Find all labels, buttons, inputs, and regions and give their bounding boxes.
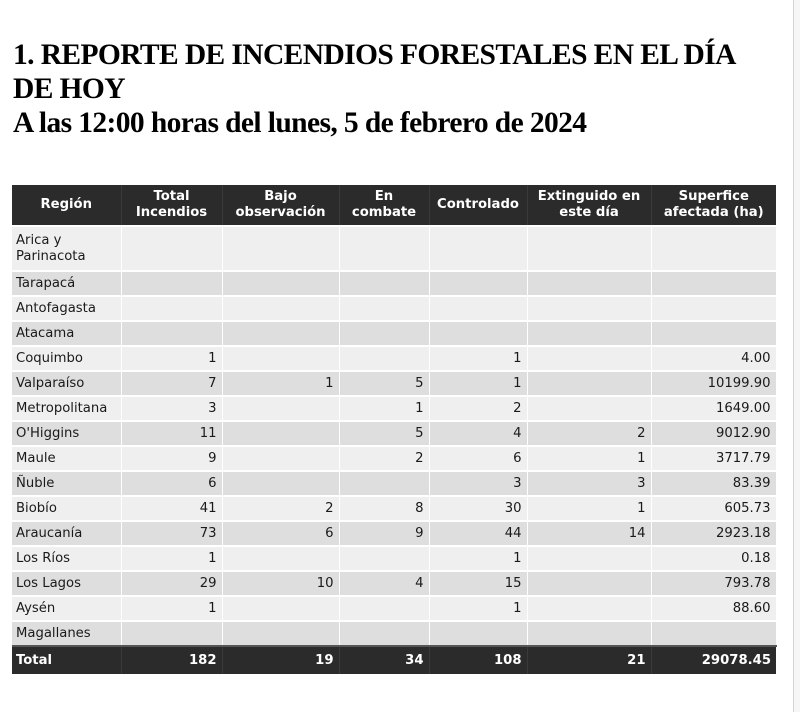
header-extinguido: Extinguido en este día — [527, 185, 651, 226]
cell-extinguido: 1 — [527, 446, 651, 471]
table-row — [12, 471, 776, 496]
cell-superficie: 793.78 — [651, 571, 776, 596]
cell-extinguido — [527, 321, 651, 346]
total-combate: 34 — [339, 646, 429, 674]
cell-extinguido: 2 — [527, 421, 651, 446]
cell-superficie — [651, 321, 776, 346]
cell-total: 41 — [121, 496, 222, 521]
cell-controlado — [429, 226, 527, 271]
cell-region: Ñuble — [12, 471, 121, 496]
cell-region: Valparaíso — [12, 371, 121, 396]
table-row — [12, 346, 776, 371]
cell-extinguido — [527, 271, 651, 296]
cell-total — [121, 226, 222, 271]
cell-combate — [339, 271, 429, 296]
cell-bajo: 2 — [222, 496, 339, 521]
cell-superficie — [651, 621, 776, 646]
cell-region: Coquimbo — [12, 346, 121, 371]
table-row — [12, 226, 776, 271]
cell-bajo — [222, 321, 339, 346]
cell-extinguido: 14 — [527, 521, 651, 546]
total-bajo: 19 — [222, 646, 339, 674]
cell-total: 7 — [121, 371, 222, 396]
cell-bajo — [222, 226, 339, 271]
cell-region: Arica y Parinacota — [12, 226, 121, 271]
cell-superficie: 605.73 — [651, 496, 776, 521]
table-row — [12, 571, 776, 596]
cell-total — [121, 296, 222, 321]
cell-combate: 4 — [339, 571, 429, 596]
cell-extinguido — [527, 396, 651, 421]
table-body — [12, 226, 776, 674]
cell-bajo — [222, 446, 339, 471]
cell-total: 6 — [121, 471, 222, 496]
cell-controlado: 6 — [429, 446, 527, 471]
title-line-1: 1. REPORTE DE INCENDIOS FORESTALES EN EL DÍA — [13, 39, 736, 71]
cell-region: Araucanía — [12, 521, 121, 546]
cell-region: Metropolitana — [12, 396, 121, 421]
table-row — [12, 396, 776, 421]
header-region: Región — [12, 185, 121, 226]
cell-region: Tarapacá — [12, 271, 121, 296]
cell-combate: 2 — [339, 446, 429, 471]
fires-report-table — [12, 185, 777, 674]
cell-extinguido — [527, 621, 651, 646]
cell-superficie: 88.60 — [651, 596, 776, 621]
cell-combate — [339, 471, 429, 496]
cell-controlado — [429, 296, 527, 321]
cell-total: 9 — [121, 446, 222, 471]
cell-bajo — [222, 421, 339, 446]
cell-region: Antofagasta — [12, 296, 121, 321]
cell-extinguido — [527, 226, 651, 271]
cell-bajo — [222, 346, 339, 371]
header-controlado: Controlado — [429, 185, 527, 226]
cell-total: 1 — [121, 596, 222, 621]
cell-extinguido: 1 — [527, 496, 651, 521]
cell-controlado: 4 — [429, 421, 527, 446]
cell-extinguido — [527, 596, 651, 621]
table-row — [12, 371, 776, 396]
cell-bajo — [222, 271, 339, 296]
cell-combate: 5 — [339, 371, 429, 396]
cell-extinguido — [527, 546, 651, 571]
table-row — [12, 271, 776, 296]
cell-total: 11 — [121, 421, 222, 446]
cell-controlado: 44 — [429, 521, 527, 546]
cell-total: 29 — [121, 571, 222, 596]
table-total-row — [12, 646, 776, 674]
cell-bajo: 10 — [222, 571, 339, 596]
cell-controlado: 2 — [429, 396, 527, 421]
cell-bajo — [222, 396, 339, 421]
cell-total — [121, 621, 222, 646]
cell-total: 3 — [121, 396, 222, 421]
table-row — [12, 446, 776, 471]
cell-combate — [339, 226, 429, 271]
cell-controlado — [429, 321, 527, 346]
table-row — [12, 621, 776, 646]
cell-superficie — [651, 271, 776, 296]
cell-region: O'Higgins — [12, 421, 121, 446]
cell-bajo — [222, 596, 339, 621]
cell-region: Biobío — [12, 496, 121, 521]
vertical-scrollbar[interactable] — [793, 0, 800, 712]
cell-combate — [339, 346, 429, 371]
cell-controlado: 1 — [429, 346, 527, 371]
cell-combate — [339, 546, 429, 571]
cell-total: 1 — [121, 346, 222, 371]
cell-combate — [339, 296, 429, 321]
cell-extinguido — [527, 346, 651, 371]
cell-controlado — [429, 271, 527, 296]
cell-controlado: 1 — [429, 371, 527, 396]
cell-superficie: 4.00 — [651, 346, 776, 371]
cell-region: Aysén — [12, 596, 121, 621]
header-superficie: Superfice afectada (ha) — [651, 185, 776, 226]
cell-controlado — [429, 621, 527, 646]
cell-region: Atacama — [12, 321, 121, 346]
cell-region: Los Ríos — [12, 546, 121, 571]
cell-total — [121, 271, 222, 296]
table-row — [12, 496, 776, 521]
cell-extinguido: 3 — [527, 471, 651, 496]
header-total-incendios: Total Incendios — [121, 185, 222, 226]
cell-controlado: 15 — [429, 571, 527, 596]
cell-combate: 5 — [339, 421, 429, 446]
cell-combate: 8 — [339, 496, 429, 521]
table-row — [12, 296, 776, 321]
cell-bajo — [222, 296, 339, 321]
header-bajo-observacion: Bajo observación — [222, 185, 339, 226]
total-superficie: 29078.45 — [651, 646, 776, 674]
total-incendios: 182 — [121, 646, 222, 674]
table-row — [12, 521, 776, 546]
cell-combate — [339, 621, 429, 646]
cell-controlado: 1 — [429, 596, 527, 621]
cell-superficie: 83.39 — [651, 471, 776, 496]
cell-superficie: 0.18 — [651, 546, 776, 571]
cell-region: Maule — [12, 446, 121, 471]
cell-bajo: 6 — [222, 521, 339, 546]
cell-bajo: 1 — [222, 371, 339, 396]
total-controlado: 108 — [429, 646, 527, 674]
header-en-combate: En combate — [339, 185, 429, 226]
cell-controlado: 3 — [429, 471, 527, 496]
table-row — [12, 596, 776, 621]
cell-combate — [339, 321, 429, 346]
cell-region: Los Lagos — [12, 571, 121, 596]
cell-superficie: 3717.79 — [651, 446, 776, 471]
cell-extinguido — [527, 296, 651, 321]
report-subtitle: A las 12:00 horas del lunes, 5 de febrero de 2024 — [13, 107, 587, 139]
report-title — [13, 38, 783, 140]
table-header-row — [12, 185, 776, 226]
total-label: Total — [12, 646, 121, 674]
cell-controlado: 30 — [429, 496, 527, 521]
cell-bajo — [222, 546, 339, 571]
cell-superficie: 2923.18 — [651, 521, 776, 546]
table-row — [12, 546, 776, 571]
cell-superficie: 1649.00 — [651, 396, 776, 421]
cell-superficie: 9012.90 — [651, 421, 776, 446]
cell-superficie — [651, 296, 776, 321]
total-extinguido: 21 — [527, 646, 651, 674]
cell-extinguido — [527, 571, 651, 596]
cell-region: Magallanes — [12, 621, 121, 646]
table-row — [12, 321, 776, 346]
cell-combate — [339, 596, 429, 621]
title-line-2: DE HOY — [13, 73, 125, 105]
cell-bajo — [222, 471, 339, 496]
cell-total: 73 — [121, 521, 222, 546]
cell-controlado: 1 — [429, 546, 527, 571]
cell-combate: 1 — [339, 396, 429, 421]
cell-total: 1 — [121, 546, 222, 571]
cell-total — [121, 321, 222, 346]
table-row — [12, 421, 776, 446]
cell-extinguido — [527, 371, 651, 396]
cell-superficie: 10199.90 — [651, 371, 776, 396]
cell-combate: 9 — [339, 521, 429, 546]
cell-superficie — [651, 226, 776, 271]
cell-bajo — [222, 621, 339, 646]
